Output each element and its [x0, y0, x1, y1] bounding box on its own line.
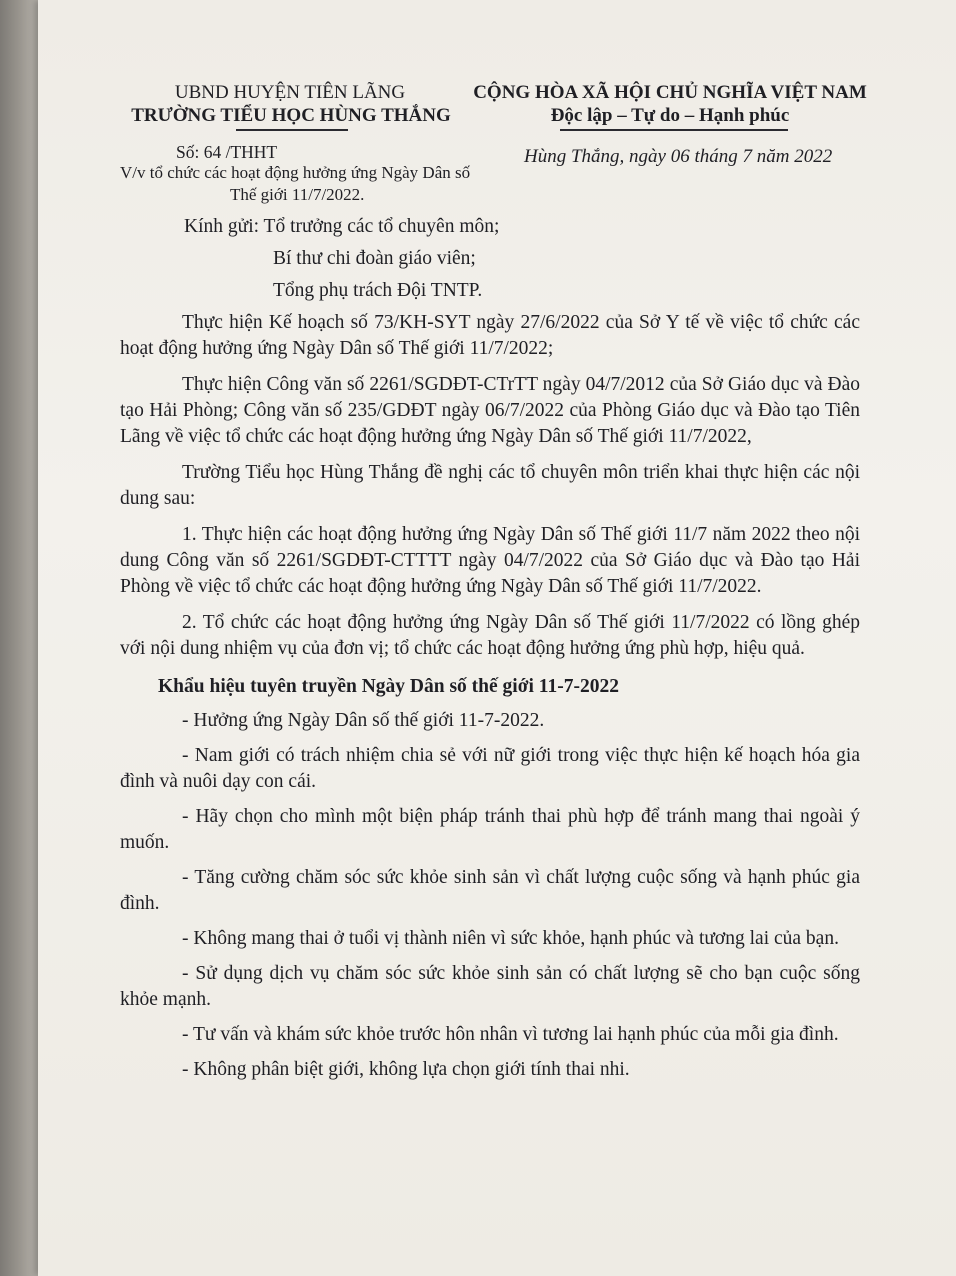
item-1: 1. Thực hiện các hoạt động hưởng ứng Ngày Dân số Thế giới 11/7 năm 2022 theo nội dung Công văn số 2261/SGDĐT-CTTTT ngày 04/7/2022 của Sở Giáo dục và Đào tạo Hải Phòng về việc tổ chức các hoạt động hưởng ứng Ngày Dân số Thế giới 11/7/2022.: [120, 524, 860, 597]
place-date: Hùng Thắng, ngày 06 tháng 7 năm 2022: [524, 146, 833, 167]
slogan-item: - Không phân biệt giới, không lựa chọn giới tính thai nhi.: [182, 1059, 630, 1080]
recipient-line-3: Tổng phụ trách Đội TNTP.: [273, 280, 483, 301]
paragraph-plan: Thực hiện Kế hoạch số 73/KH-SYT ngày 27/6/2022 của Sở Y tế về việc tổ chức các hoạt động hưởng ứng Ngày Dân số Thế giới 11/7/2022;: [120, 312, 860, 359]
recipient-line-2: Bí thư chi đoàn giáo viên;: [273, 248, 476, 269]
slogan-item: - Sử dụng dịch vụ chăm sóc sức khỏe sinh sản có chất lượng sẽ cho bạn cuộc sống khỏe mạnh.: [120, 963, 860, 1010]
slogan-item: - Hãy chọn cho mình một biện pháp tránh thai phù hợp để tránh mang thai ngoài ý muốn.: [120, 806, 860, 853]
subject-line-2: Thế giới 11/7/2022.: [230, 185, 365, 204]
recipient-line-1: Kính gửi: Tổ trưởng các tổ chuyên môn;: [184, 216, 500, 237]
body-paragraphs: [120, 310, 860, 1083]
national-motto: Độc lập – Tự do – Hạnh phúc: [550, 105, 790, 126]
paragraph-request: Trường Tiểu học Hùng Thắng đề nghị các tổ chuyên môn triển khai thực hiện các nội dung sau:: [120, 462, 860, 509]
agency-name: UBND HUYỆN TIÊN LÃNG: [174, 82, 406, 103]
slogan-item: - Không mang thai ở tuổi vị thành niên vì sức khỏe, hạnh phúc và tương lai của bạn.: [182, 928, 839, 949]
item-2: 2. Tổ chức các hoạt động hưởng ứng Ngày Dân số Thế giới 11/7/2022 có lồng ghép với nội dung nhiệm vụ của đơn vị; tổ chức các hoạt động hưởng ứng phù hợp, hiệu quả.: [120, 612, 860, 659]
document-number: Số: 64 /THHT: [176, 142, 278, 162]
subject-line-1: V/v tổ chức các hoạt động hưởng ứng Ngày Dân số: [120, 163, 471, 182]
paragraph-dispatch: Thực hiện Công văn số 2261/SGDĐT-CTrTT ngày 04/7/2012 của Sở Giáo dục và Đào tạo Hải Phòng; Công văn số 235/GDĐT ngày 06/7/2022 của Phòng Giáo dục và Đào tạo Tiên Lãng về việc tổ chức các hoạt động hưởng ứng Ngày Dân số Thế giới 11/7/2022,: [120, 374, 860, 447]
slogan-item: - Nam giới có trách nhiệm chia sẻ với nữ giới trong việc thực hiện kế hoạch hóa gia đình và nuôi dạy con cái.: [120, 745, 860, 792]
national-title: CỘNG HÒA XÃ HỘI CHỦ NGHĨA VIỆT NAM: [473, 82, 867, 103]
motto-underline: [560, 129, 788, 131]
slogan-item: - Tư vấn và khám sức khỏe trước hôn nhân vì tương lai hạnh phúc của mỗi gia đình.: [182, 1024, 839, 1045]
school-name-underline: [236, 129, 348, 131]
slogan-item: - Hưởng ứng Ngày Dân số thế giới 11-7-2022.: [182, 710, 545, 731]
school-name: TRƯỜNG TIỂU HỌC HÙNG THẮNG: [131, 105, 451, 126]
slogan-item: - Tăng cường chăm sóc sức khỏe sinh sản vì chất lượng cuộc sống và hạnh phúc gia đình.: [120, 867, 860, 914]
slogan-heading: Khẩu hiệu tuyên truyền Ngày Dân số thế giới 11-7-2022: [158, 676, 619, 697]
